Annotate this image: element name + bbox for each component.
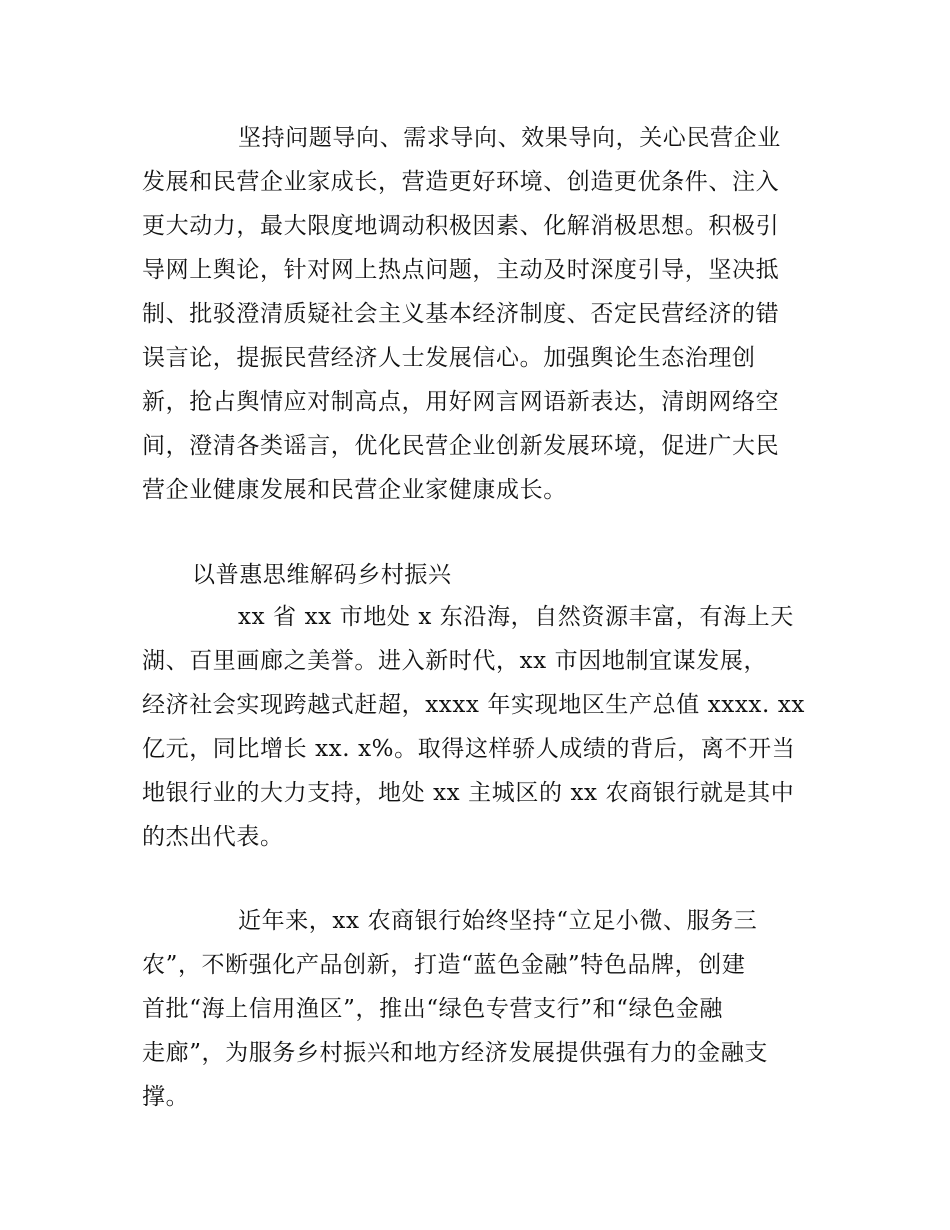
text-line: 地银行业的大力支持，地处 xx 主城区的 xx 农商银行就是其中 (142, 780, 795, 806)
text-line: 新，抢占舆情应对制高点，用好网言网语新表达，清朗网络空 (142, 389, 780, 415)
text-line: 的杰出代表。 (142, 824, 284, 850)
text-line: 坚持问题导向、需求导向、效果导向，关心民营企业 (238, 125, 781, 151)
text-line: 营企业健康发展和民营企业家健康成长。 (142, 477, 567, 503)
text-line: 误言论，提振民营经济人士发展信心。加强舆论生态治理创 (142, 345, 756, 371)
text-line: 制、批驳澄清质疑社会主义基本经济制度、否定民营经济的错 (142, 301, 780, 327)
text-line: 更大动力，最大限度地调动积极因素、化解消极思想。积极引 (142, 213, 780, 239)
text-line: 撑。 (142, 1084, 190, 1110)
section-heading: 以普惠思维解码乡村振兴 (192, 562, 452, 588)
text-line: xx 省 xx 市地处 x 东沿海，自然资源丰富，有海上天 (238, 604, 794, 630)
text-line: 近年来，xx 农商银行始终坚持“立足小微、服务三 (238, 908, 758, 934)
text-line: 导网上舆论，针对网上热点问题，主动及时深度引导，坚决抵 (142, 257, 780, 283)
text-line: 亿元，同比增长 xx. x%。取得这样骄人成绩的背后，离不开当 (142, 736, 796, 762)
text-line: 走廊”，为服务乡村振兴和地方经济发展提供强有力的金融支 (142, 1040, 768, 1066)
text-line: 间，澄清各类谣言，优化民营企业创新发展环境，促进广大民 (142, 433, 780, 459)
text-line: 发展和民营企业家成长，营造更好环境、创造更优条件、注入 (142, 169, 780, 195)
text-line: 湖、百里画廊之美誉。进入新时代，xx 市因地制宜谋发展， (142, 648, 768, 674)
text-line: 首批“海上信用渔区”，推出“绿色专营支行”和“绿色金融 (142, 996, 723, 1022)
text-line: 经济社会实现跨越式赶超，xxxx 年实现地区生产总值 xxxx. xx (142, 692, 805, 718)
text-line: 农”，不断强化产品创新，打造“蓝色金融”特色品牌，创建 (142, 952, 746, 978)
